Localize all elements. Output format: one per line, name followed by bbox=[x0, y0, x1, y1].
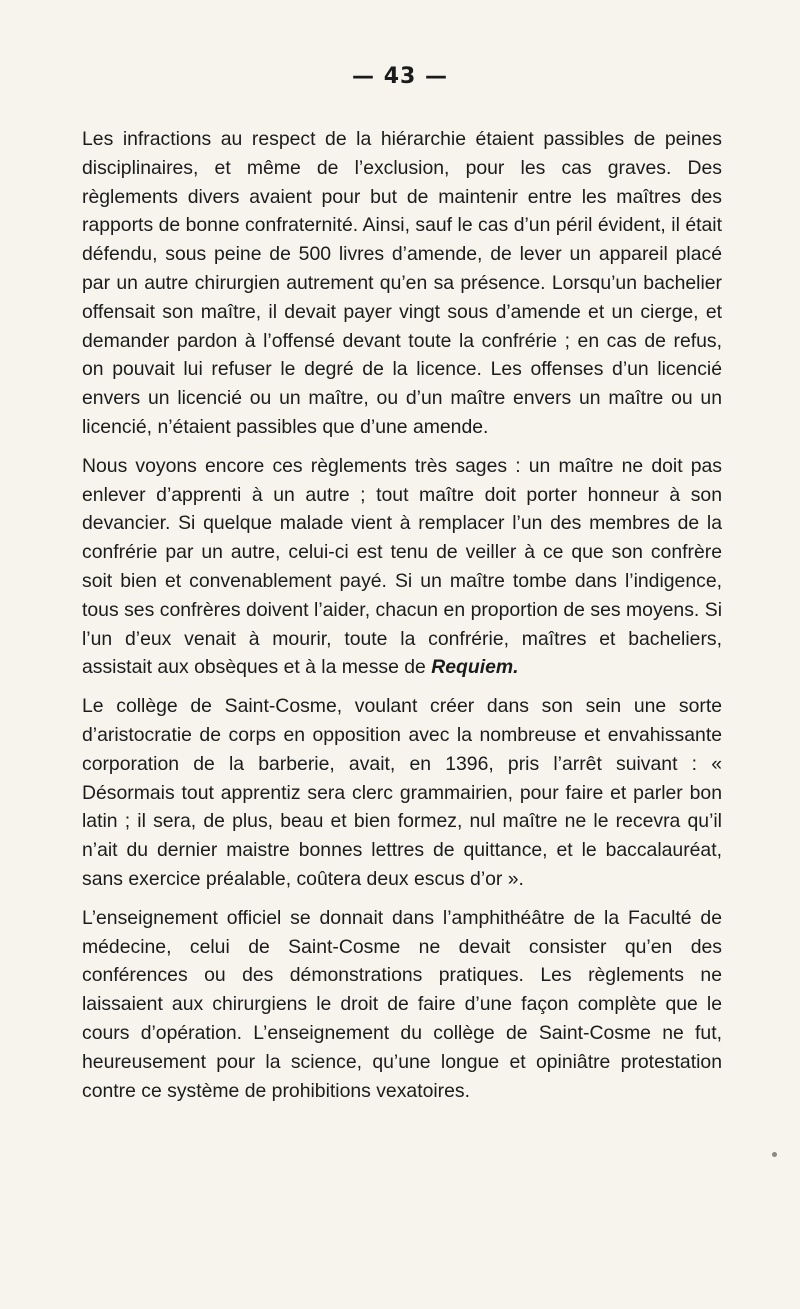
paragraph-reglements bbox=[82, 452, 722, 682]
paragraph-text: Nous voyons encore ces règlements très sages : un maître ne doit pas enlever d’apprenti à un autre ; tout maître doit porter honneur à son devancier. Si quelque malade vient à remplacer l’un des membres de la confrérie par un autre, celui-ci est tenu de veiller à ce que son confrère soit bien et convenablement payé. Si un maître tombe dans l’indigence, tous ses confrères doivent l’aider, chacun en proportion de ses moyens. Si l’un d’eux venait à mourir, toute la confrérie, maîtres et bacheliers, assistait aux obsèques et à la messe de bbox=[82, 454, 722, 679]
paragraph-enseignement bbox=[82, 904, 722, 1106]
paragraph-hierarchy bbox=[82, 125, 722, 442]
body-text bbox=[82, 125, 722, 1115]
paper-speck bbox=[772, 1152, 777, 1157]
paragraph-text: L’enseignement officiel se donnait dans l’amphithéâtre de la Faculté de médecine, celui de Saint-Cosme ne devait consister qu’en des conférences ou des démonstrations pratiques. Les règlements ne laissaient aux chirurgiens le droit de faire d’une façon complète que le cours d’opération. L’enseignement du collège de Saint-Cosme ne fut, heureusement pour la science, qu’une longue et opiniâtre protestation contre ce système de prohibitions vexatoires. bbox=[82, 906, 722, 1102]
paragraph-text: Le collège de Saint-Cosme, voulant créer dans son sein une sorte d’aristocratie de corps en opposition avec la nombreuse et envahissante corporation de la barberie, avait, en 1396, pris l’arrêt suivant : « Désormais tout apprentiz sera clerc grammairien, pour faire et parler bon latin ; il sera, de plus, beau et bien formez, nul maître ne le recevra qu’il n’ait du dernier maistre bonnes lettres de quittance, et le baccalauréat, sans exercice préalable, coûtera deux escus d’or ». bbox=[82, 695, 722, 890]
paragraph-text: Les infractions au respect de la hiérarchie étaient passibles de peines disciplinaires, et même de l’exclusion, pour les cas graves. Des règlements divers avaient pour but de maintenir entre les maîtres des rapports de bonne confraternité. Ainsi, sauf le cas d’un péril évident, il était défendu, sous peine de 500 livres d’amende, de lever un appareil placé par un autre chirurgien autrement qu’en sa présence. Lorsqu’un bachelier offensait son maître, il devait payer vingt sous d’amende et un cierge, et demander pardon à l’offensé devant toute la confrérie ; en cas de refus, on pouvait lui refuser le degré de la licence. Les offenses d’un licencié envers un licencié ou un maître, ou d’un maître envers un maître ou un licencié, n’étaient passibles que d’une amende. bbox=[82, 128, 722, 438]
italic-term: Requiem. bbox=[431, 656, 519, 679]
page-number: — 43 — bbox=[352, 64, 448, 89]
paragraph-college bbox=[82, 692, 722, 894]
